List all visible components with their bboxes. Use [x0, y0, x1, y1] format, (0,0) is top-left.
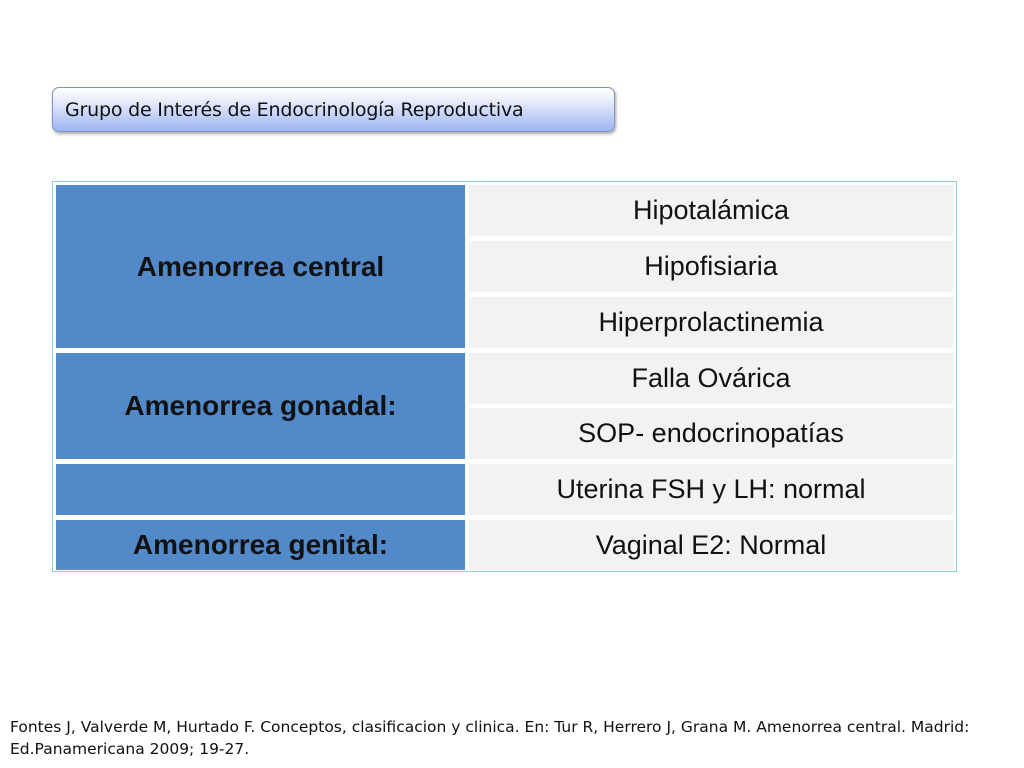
item-cell-sop: SOP- endocrinopatías	[469, 408, 953, 459]
item-cell-hipofisiaria: Hipofisiaria	[469, 241, 953, 292]
group-cell-gonadal: Amenorrea gonadal:	[56, 353, 465, 459]
item-cell-uterina: Uterina FSH y LH: normal	[469, 464, 953, 515]
group-cell-genital: Amenorrea genital:	[56, 520, 465, 570]
header-title-box	[52, 87, 615, 132]
item-cell-hiperprolactinemia: Hiperprolactinemia	[469, 297, 953, 348]
group-cell-central: Amenorrea central	[56, 185, 465, 348]
item-cell-hipotalamica: Hipotalámica	[469, 185, 953, 236]
item-cell-vaginal: Vaginal E2: Normal	[469, 520, 953, 570]
item-cell-falla-ovarica: Falla Ovárica	[469, 353, 953, 404]
citation-footer: Fontes J, Valverde M, Hurtado F. Conceptos, clasificacion y clinica. En: Tur R, Herrero J, Grana M. Amenorrea central. Madrid: Ed.Panamericana 2009; 19-27.	[10, 718, 970, 758]
group-cell-empty	[56, 464, 465, 515]
classification-table	[52, 181, 957, 572]
header-title: Grupo de Interés de Endocrinología Reproductiva	[65, 98, 524, 121]
